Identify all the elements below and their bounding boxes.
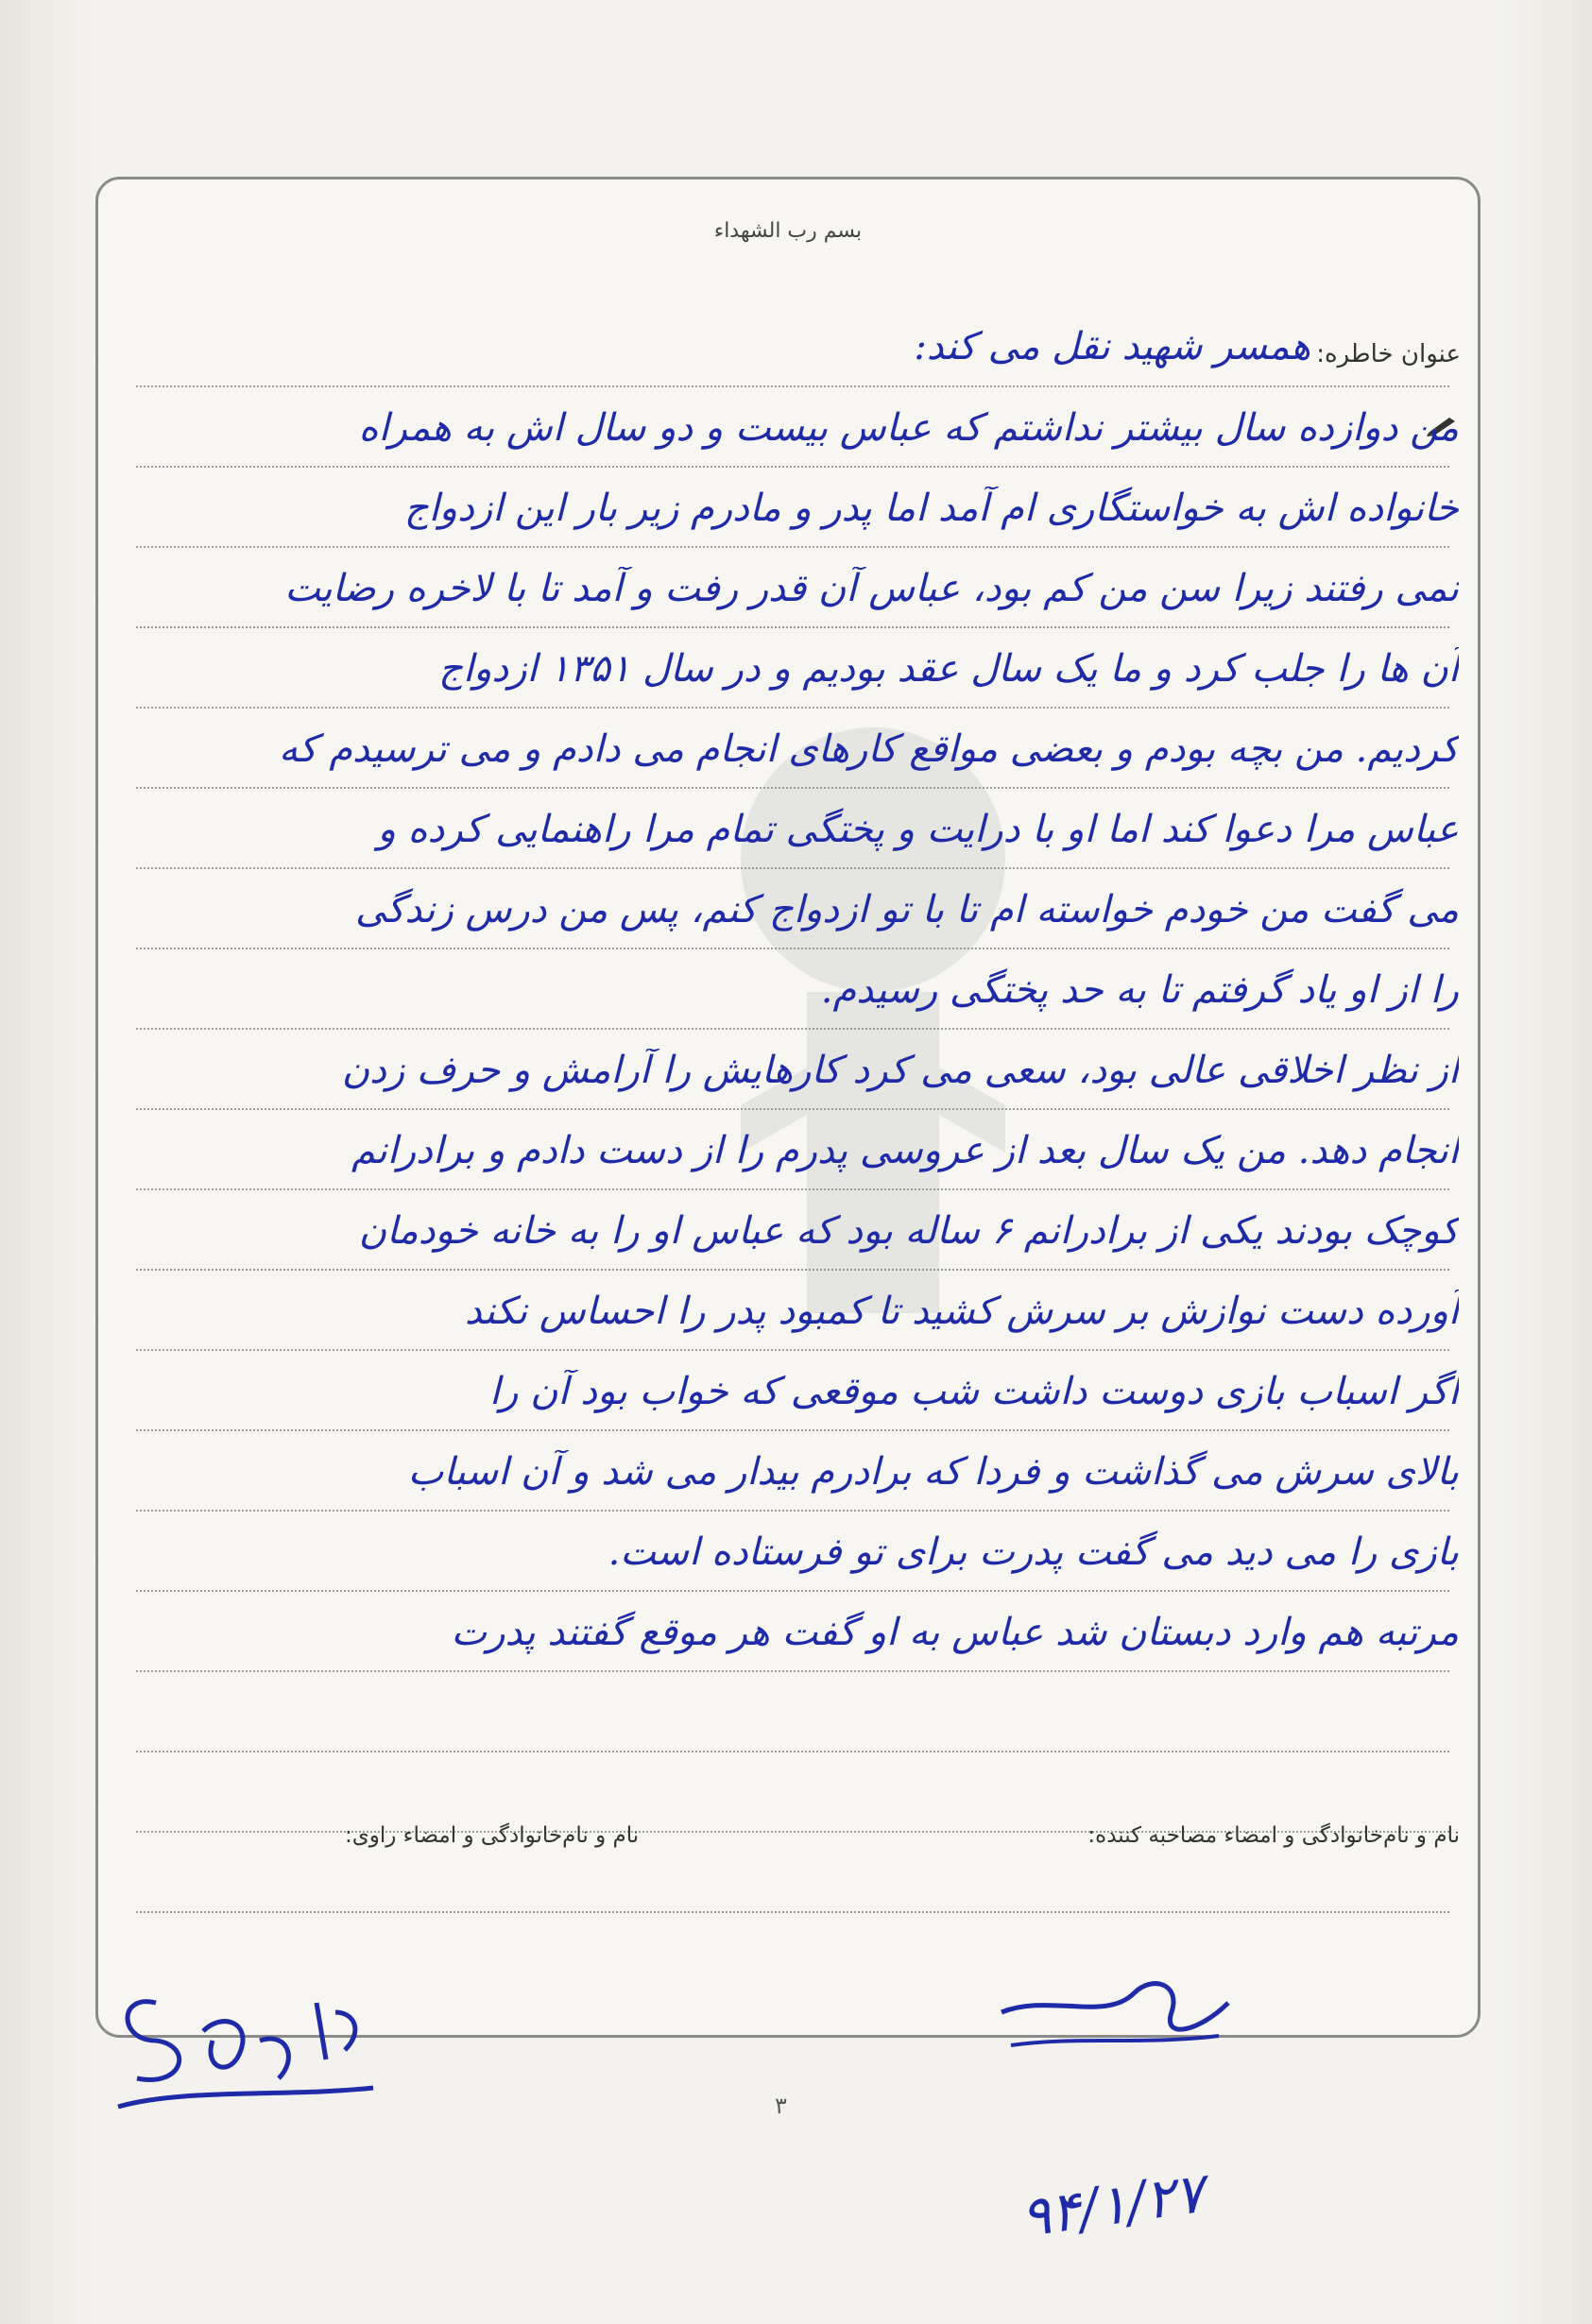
- handwritten-line: آن ها را جلب کرد و ما یک سال عقد بودیم و در سال ۱۳۵۱ ازدواج: [438, 647, 1459, 691]
- rule-line: [136, 1188, 1449, 1190]
- page-number: ۳: [775, 2093, 787, 2119]
- memory-title-value: همسر شهید نقل می کند:: [914, 325, 1311, 368]
- handwritten-line: کردیم. من بچه بودم و بعضی مواقع کارهای انجام می دادم و می ترسیدم که: [279, 727, 1459, 771]
- rule-line: [136, 787, 1449, 789]
- memory-title-row: [117, 312, 1461, 368]
- handwritten-line: را از او یاد گرفتم تا به حد پختگی رسیدم.: [820, 968, 1459, 1012]
- handwritten-line: بالای سرش می گذاشت و فردا که برادرم بیدار می شد و آن اسباب: [407, 1450, 1459, 1494]
- rule-line: [136, 1028, 1449, 1030]
- rule-line: [136, 1510, 1449, 1512]
- rule-line: [136, 707, 1449, 709]
- handwritten-line: می گفت من خودم خواسته ام تا با تو ازدواج کنم، پس من درس زندگی: [355, 888, 1459, 931]
- rule-line: [136, 466, 1449, 468]
- handwritten-line: اگر اسباب بازی دوست داشت شب موقعی که خواب بود آن را: [488, 1370, 1459, 1413]
- handwritten-line: من دوازده سال بیشتر نداشتم که عباس بیست و دو سال اش به همراه: [358, 406, 1459, 450]
- handwritten-line: از نظر اخلاقی عالی بود، سعی می کرد کارهایش را آرامش و حرف زدن: [341, 1049, 1459, 1092]
- rule-line: [136, 626, 1449, 628]
- interviewer-signature: [992, 1956, 1238, 2059]
- handwritten-line: کوچک بودند یکی از برادرانم ۶ ساله بود که عباس او را به خانه خودمان: [358, 1209, 1459, 1253]
- rule-line: [136, 385, 1449, 387]
- rule-line: [136, 1429, 1449, 1431]
- narrator-signature: [99, 1974, 383, 2126]
- handwritten-line: نمی رفتند زیرا سن من کم بود، عباس آن قدر رفت و آمد تا با لاخره رضایت: [284, 567, 1459, 610]
- footer-labels: [0, 1823, 1592, 1861]
- rule-line: [136, 1911, 1449, 1913]
- interviewer-label: نام و نام‌خانوادگی و امضاء مصاحبه کننده:: [1087, 1823, 1460, 1848]
- handwritten-line: آورده دست نوازش بر سرش کشید تا کمبود پدر را احساس نکند: [464, 1290, 1459, 1333]
- rule-line: [136, 1349, 1449, 1351]
- rule-line: [136, 1670, 1449, 1672]
- handwritten-line: انجام دهد. من یک سال بعد از عروسی پدرم را از دست دادم و برادرانم: [351, 1129, 1459, 1172]
- handwritten-line: خانواده اش به خواستگاری ام آمد اما پدر و مادرم زیر بار این ازدواج: [403, 487, 1459, 530]
- handwritten-line: مرتبه هم وارد دبستان شد عباس به او گفت هر موقع گفتند پدرت: [451, 1611, 1459, 1654]
- rule-line: [136, 1590, 1449, 1592]
- rule-line: [136, 1269, 1449, 1271]
- date-mark: ۹۴/۱/۲۷: [1017, 2160, 1208, 2250]
- rule-line: [136, 867, 1449, 869]
- form-frame: [95, 177, 1481, 2038]
- rule-line: [136, 1751, 1449, 1752]
- rule-line: [136, 948, 1449, 949]
- rule-line: [136, 1108, 1449, 1110]
- rule-line: [136, 546, 1449, 548]
- memory-title-label: عنوان خاطره:: [1316, 340, 1461, 368]
- handwritten-line: عباس مرا دعوا کند اما او با درایت و پختگی تمام مرا راهنمایی کرده و: [377, 808, 1459, 851]
- page-heading: بسم رب الشهداء: [713, 219, 863, 243]
- narrator-label: نام و نام‌خانوادگی و امضاء راوی:: [345, 1823, 640, 1848]
- handwritten-line: بازی را می دید می گفت پدرت برای تو فرستاده است.: [608, 1530, 1459, 1574]
